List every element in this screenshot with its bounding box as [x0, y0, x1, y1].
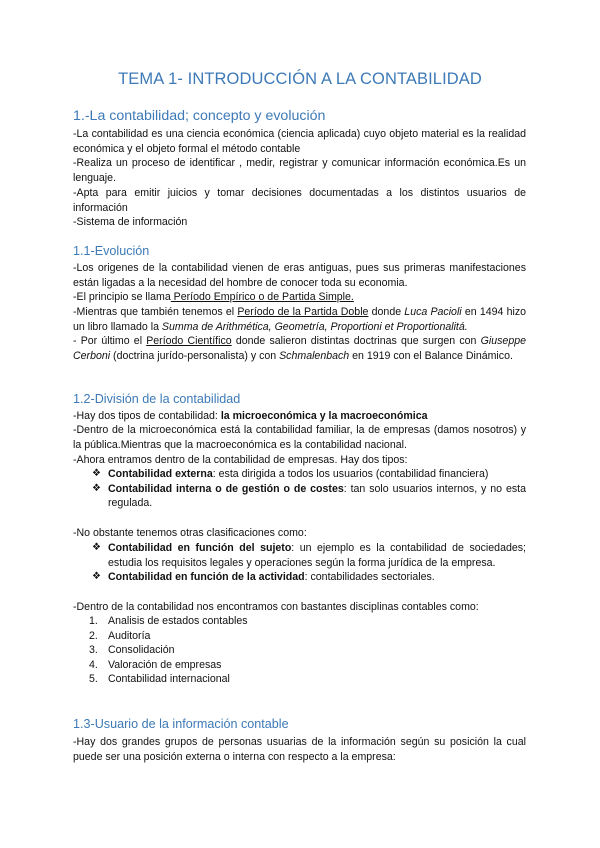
- section-1-1-paragraph-4: [73, 334, 526, 363]
- section-1-2-paragraph-2: -Dentro de la microeconómica está la contabilidad familiar, la de empresas (damos nosotros) y la pública.Mientras que la macroeconómica es la contabilidad nacional.: [73, 424, 526, 451]
- period-empirico-text: Período Empírico o de Partida Simple.: [170, 291, 354, 303]
- section-1-1-paragraph-3: [73, 305, 526, 334]
- bullet-list-2: [92, 541, 526, 585]
- diamond-bullet-icon: ❖: [92, 468, 101, 479]
- list-text: Analisis de estados contables: [108, 615, 248, 627]
- paragraph-text: : esta dirigida a todos los usuarios (contabilidad financiera): [212, 468, 489, 480]
- section-1-3-heading: 1.3-Usuario de la información contable: [73, 717, 289, 731]
- section-1-1-heading: 1.1-Evolución: [73, 244, 150, 258]
- paragraph-text: : un ejemplo es la contabilidad de sociedades; estudia los requisitos legales y operaciones según la forma jurídica de la empresa.: [108, 542, 526, 569]
- section-1-heading: 1.-La contabilidad; concepto y evolución: [73, 108, 326, 124]
- section-1-1-paragraph-2: [73, 290, 526, 305]
- diamond-bullet-icon: ❖: [92, 482, 101, 494]
- list-item: [92, 467, 526, 482]
- list-number: 5.: [89, 673, 98, 686]
- section-1-line-2: -Realiza un proceso de identificar , medir, registrar y comunicar información económica.Es un lenguaje.: [73, 157, 526, 184]
- list-text: Contabilidad internacional: [108, 673, 230, 686]
- paragraph-text: : contabilidades sectoriales.: [304, 571, 435, 584]
- section-1-3-paragraph-1: -Hay dos grandes grupos de personas usuarias de la información según su posición la cual puede ser una posición externa o interna con respecto a la empresa:: [73, 736, 526, 763]
- list-text: Valoración de empresas: [108, 658, 222, 671]
- section-1-2-paragraph-3: -Ahora entramos dentro de la contabilidad de empresas. Hay dos tipos:: [73, 454, 408, 466]
- paragraph-text: -Mientras que también tenemos el: [73, 306, 238, 318]
- list-item: [89, 658, 509, 673]
- section-1-2-paragraph-1: [73, 409, 526, 424]
- page-title: TEMA 1- INTRODUCCIÓN A LA CONTABILIDAD: [118, 70, 482, 88]
- section-1-line-1: -La contabilidad es una ciencia económica (ciencia aplicada) cuyo objeto material es la realidad económica y el objeto formal el método contable: [73, 128, 526, 155]
- paragraph-text: -El principio se llama: [73, 291, 171, 303]
- bold-text: Contabilidad en función de la actividad: [108, 571, 305, 584]
- section-1-2-paragraph-4: -No obstante tenemos otras clasificaciones como:: [73, 527, 307, 539]
- list-number: 1.: [89, 615, 98, 627]
- numbered-list: [89, 614, 509, 687]
- list-item: [92, 570, 526, 585]
- section-1-2-heading: 1.2-División de la contabilidad: [73, 392, 241, 406]
- bold-text: la microeconómica y la macroeconómica: [220, 410, 428, 422]
- list-item: [89, 629, 509, 644]
- section-1-line-3: -Apta para emitir juicios y tomar decisiones documentadas a los distintos usuarios de información: [73, 187, 526, 214]
- author-pacioli: Luca Pacioli: [404, 306, 462, 318]
- book-title: Summa de Arithmética, Geometría, Proportioni et Proportionalitá.: [161, 320, 468, 333]
- paragraph-text: en 1919 con el Balance Dinámico.: [349, 349, 513, 362]
- section-1-1-paragraph-1: -Los origenes de la contabilidad vienen de eras antiguas, pues sus primeras manifestaciones están ligadas a la necesidad del hombre de conocer toda su economia.: [73, 262, 526, 289]
- bold-text: Contabilidad interna o de gestión o de costes: [108, 482, 344, 495]
- bold-text: Contabilidad en función del sujeto: [108, 542, 292, 554]
- bold-text: Contabilidad externa: [108, 468, 213, 480]
- paragraph-text: donde salieron distintas doctrinas que surgen con: [231, 335, 481, 347]
- paragraph-text: (doctrina jurído-personalista) y con: [110, 349, 280, 362]
- paragraph-text: - Por último el: [73, 335, 147, 347]
- bullet-list-1: [92, 467, 526, 511]
- list-number: 2.: [89, 629, 98, 642]
- author-cerboni: Giuseppe Cerboni: [73, 335, 526, 362]
- list-number: 3.: [89, 644, 98, 657]
- list-item: [92, 482, 526, 511]
- diamond-bullet-icon: ❖: [92, 571, 101, 583]
- paragraph-text: -Hay dos tipos de contabilidad:: [73, 410, 221, 422]
- list-text: Consolidación: [108, 644, 175, 657]
- diamond-bullet-icon: ❖: [92, 542, 101, 553]
- list-item: [89, 643, 509, 658]
- period-partida-doble-text: Período de la Partida Doble: [237, 306, 369, 318]
- list-item: [92, 541, 526, 570]
- list-item: [89, 672, 509, 687]
- list-number: 4.: [89, 658, 98, 671]
- author-schmalenbach: Schmalenbach: [279, 349, 350, 362]
- paragraph-text: donde: [368, 306, 405, 318]
- list-item: [89, 614, 509, 629]
- section-1-2-paragraph-5: -Dentro de la contabilidad nos encontramos con bastantes disciplinas contables como:: [73, 601, 479, 613]
- list-text: Auditoría: [108, 629, 151, 642]
- period-cientifico-text: Período Científico: [146, 335, 232, 347]
- paragraph-text: : tan solo usuarios internos, y no esta regulada.: [108, 482, 526, 510]
- section-1-line-4: -Sistema de información: [73, 216, 188, 228]
- paragraph-text: en 1494 hizo un libro llamado la: [73, 306, 527, 333]
